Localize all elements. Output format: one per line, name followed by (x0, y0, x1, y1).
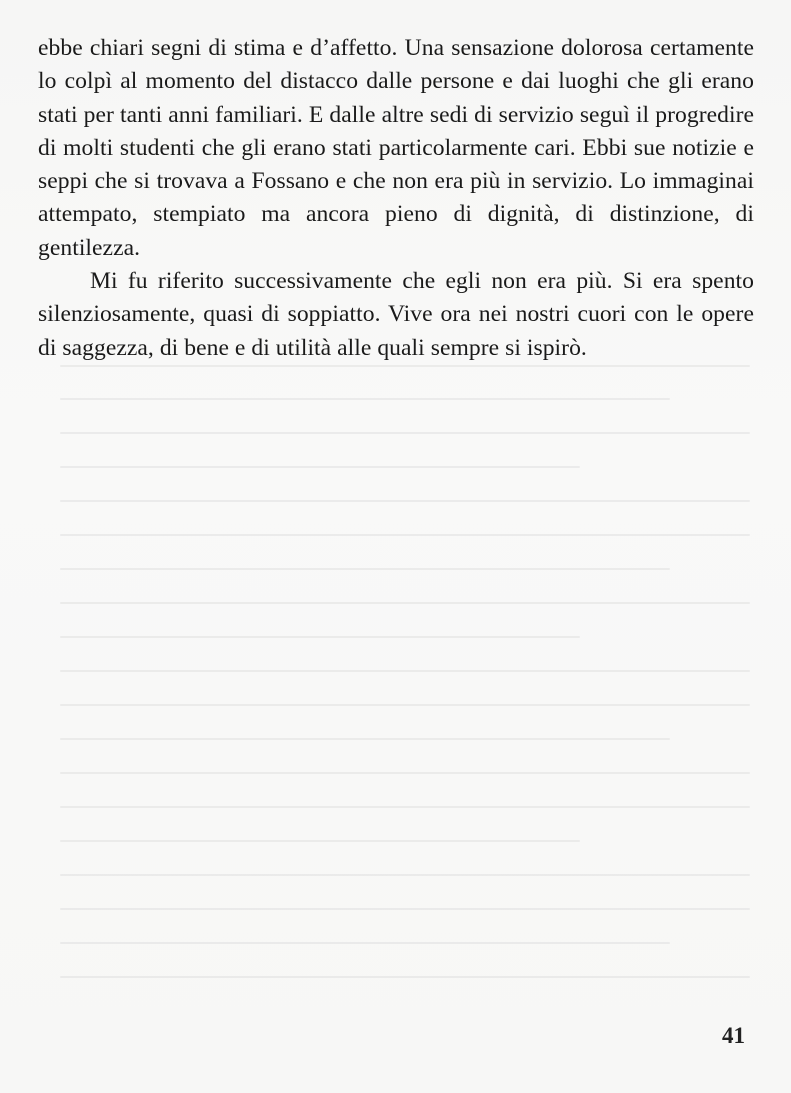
bleed-through-line (60, 602, 750, 604)
bleed-through-line (60, 704, 750, 706)
bleed-through-line (60, 432, 750, 434)
bleed-through-line (60, 738, 670, 740)
paragraph-1: ebbe chiari segni di stima e d’affetto. Una sensazione dolorosa certamente lo colpì al momento del distacco dalle persone e dai luoghi che gli erano stati per tanti anni familiari. E dalle altre sedi di servizio seguì il progredire di molti studenti che gli erano stati particolarmente cari. Ebbi sue notizie e seppi che si trovava a Fossano e che non era più in servizio. Lo immaginai attempato, stempiato ma ancora pieno di dignità, di distinzione, di gentilezza. (38, 35, 754, 261)
bleed-through-line (60, 908, 750, 910)
bleed-through-line (60, 534, 750, 536)
bleed-through-line (60, 568, 670, 570)
bleed-through-line (60, 466, 580, 468)
bleed-through-line (60, 874, 750, 876)
bleed-through-line (60, 840, 580, 842)
bleed-through-line (60, 398, 670, 400)
bleed-through-line (60, 806, 750, 808)
bleed-through-line (60, 500, 750, 502)
bleed-through-line (60, 976, 750, 978)
page-number: 41 (722, 1023, 745, 1048)
bleed-through-line (60, 670, 750, 672)
bleed-through-line (60, 772, 750, 774)
paragraph-2: Mi fu riferito successivamente che egli non era più. Si era spento silenziosamente, quasi di soppiatto. Vive ora nei nostri cuori con le opere di saggezza, di bene e di utilità alle quali sempre si ispirò. (38, 268, 754, 361)
body-text (38, 32, 754, 365)
bleed-through-line (60, 942, 670, 944)
bleed-through-line (60, 636, 580, 638)
bleed-through-line (60, 365, 750, 367)
